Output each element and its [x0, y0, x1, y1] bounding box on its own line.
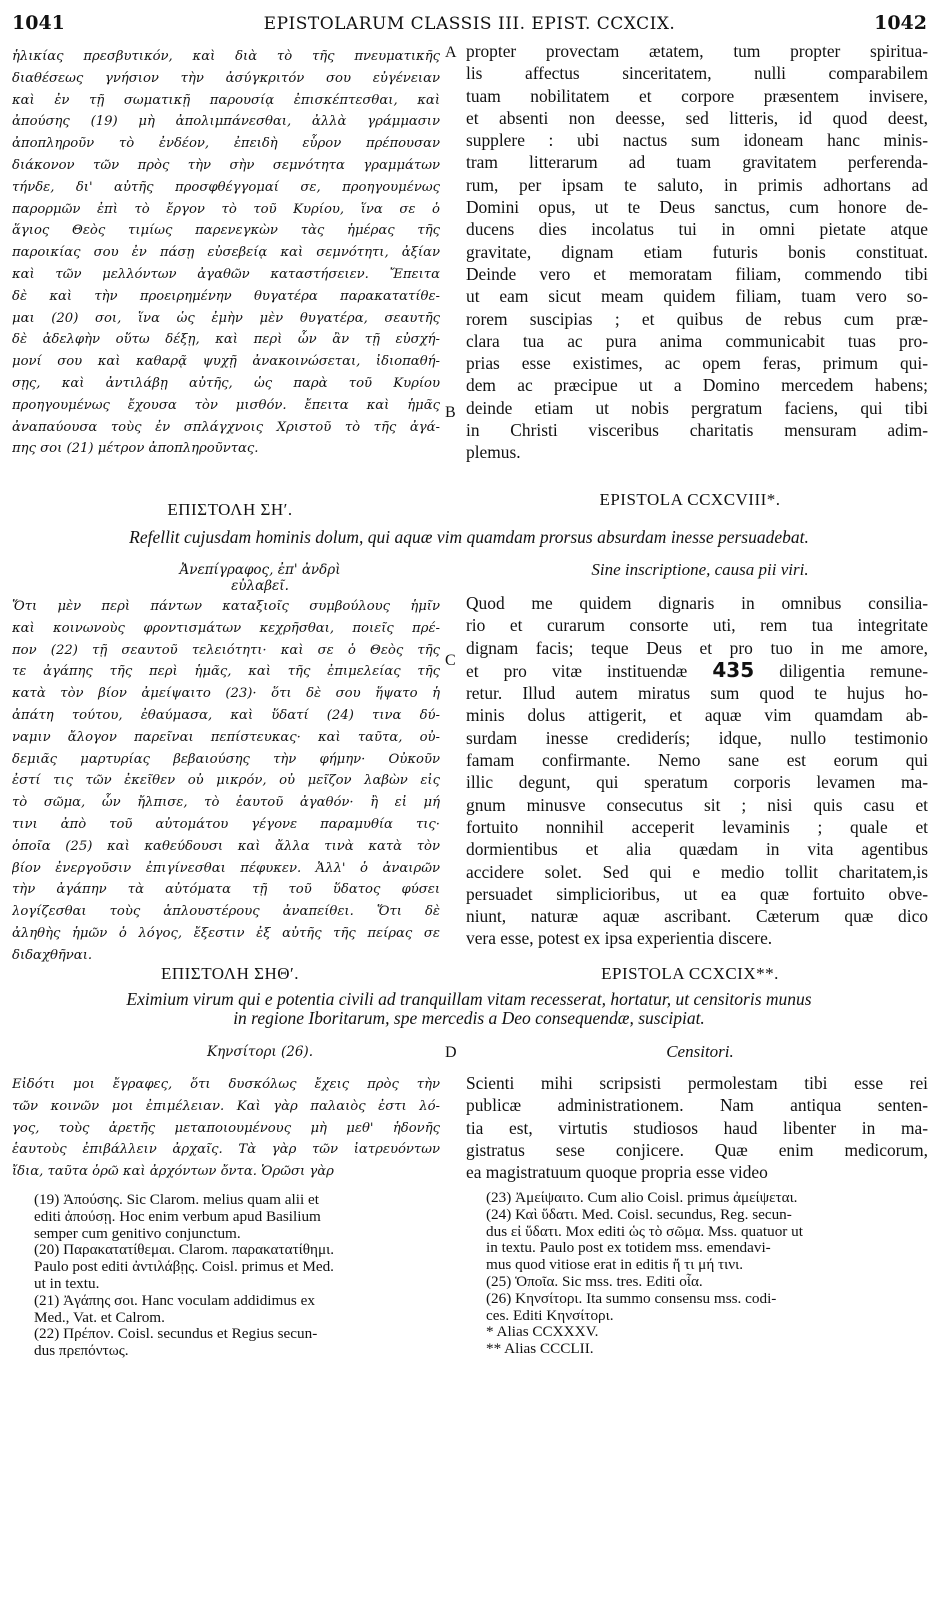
- greek-text-line: Εἰδότι μοι ἔγραφες, ὅτι δυσκόλως ἔχεις πρὸς τὴν: [12, 1077, 440, 1092]
- greek-text-line: τὴν ἀγάπην τὰ αὐτόματα τῇ τοῦ ὕδατος φύσει: [12, 882, 440, 898]
- latin-text-line: minis dolus attigerit, et aquæ vim quamdam ab-: [466, 705, 928, 726]
- greek-text-line: σῃς, καὶ ἀντιλάβῃ αὐτῆς, ὡς παρὰ τοῦ Κυρίου: [12, 375, 440, 391]
- greek-text-line: πης σοι (21) μέτρον ἀποπληροῦντας.: [12, 441, 259, 457]
- greek-text-line: δὲ καὶ τὴν προειρημένην θυγατέρα παρακατατίθε-: [12, 288, 440, 304]
- greek-column-section3: [12, 1074, 440, 1183]
- latin-text-line: in Christi visceribus charitatis mensuram adim-: [466, 420, 928, 441]
- latin-text-line: niunt, naturæ aquæ ascribant. Cæterum quæ dico: [466, 906, 928, 927]
- greek-text-line: ἀποπληροῦν τὸ ἐνδέον, ἐπειδὴ εὗρον πρέπουσαν: [12, 136, 440, 152]
- inline-page-number: 435: [712, 658, 755, 682]
- footnote-line: ces. Editi Κηνσίτορι.: [486, 1306, 614, 1324]
- footnote-line: dus εἰ ὕδατι. Mox editi ὡς τὸ σῶμα. Mss. quatuor ut: [486, 1222, 803, 1240]
- footnote-line: semper cum genitivo conjunctum.: [34, 1224, 241, 1242]
- margin-marker-a: A: [445, 44, 457, 61]
- greek-text-line: καὶ ἐν τῇ σωματικῇ παρουσίᾳ ἐπισκέπτεσθαι, καὶ: [12, 92, 440, 108]
- greek-text-line: γος, τοὺς ἀρετῆς μεταποιουμένους μὴ μεθ' ἡδονῆς: [12, 1120, 440, 1136]
- greek-text-line: προηγουμένως ἔχουσα τὸν μισθόν. ἔπειτα καὶ ἡμᾶς: [12, 397, 440, 413]
- latin-text-line: supplere : ubi nactus sum idoneam hanc minis-: [466, 130, 928, 151]
- greek-text-line: μαι (20) σοι, ἵνα ὡς ἐμὴν μὲν θυγατέρα, σεαυτῆς: [12, 310, 440, 326]
- latin-text-line: retur. Illud autem miratus sum quod te hujus ho-: [466, 683, 928, 704]
- latin-text-line: Domini opus, ut te Deus sanctus, cum honore de-: [466, 197, 928, 218]
- footnote-line: (21) Ἀγάπης σοι. Hanc voculam addidimus ex: [34, 1291, 315, 1309]
- greek-column-section2: [12, 596, 440, 967]
- latin-text-line: prias esse existimes, ac opem feras, primum qui-: [466, 353, 928, 374]
- latin-text-line: lis affectus sinceritatem, nulli comparabilem: [466, 63, 928, 84]
- greek-text-line: διαθέσεως γνήσιον τὴν ἀσύγκριτόν σου εὐγένειαν: [12, 70, 440, 86]
- footnote-line: Paulo post editi ἀντιλάβῃς. Coisl. primus et Med.: [34, 1258, 334, 1276]
- greek-text-line: λογίζεσθαι τοὺς ἁπλουστέρους ἀναπείθει. Ὅτι δὲ: [12, 904, 440, 920]
- epistle-summary: Refellit cujusdam hominis dolum, qui aquæ vim quamdam prorsus absurdam inesse persuadebat.: [129, 527, 809, 547]
- greek-text-line: τῶν κοινῶν μοι ἐπιμέλειαν. Καὶ γὰρ παλαιὸς ἐστι λό-: [12, 1098, 440, 1114]
- latin-text-line: dignam facis; teque Deus et pro tuo in me amore,: [466, 637, 928, 658]
- greek-address: Ἀνεπίγραφος, ἐπ' ἀνδρὶ εὐλαβεῖ.: [179, 562, 341, 594]
- greek-column-section1: [12, 46, 440, 460]
- greek-text-line: πον (22) τῇ σεαυτοῦ τελειότητι· καὶ σε ὁ Θεὸς τῆς: [12, 642, 440, 658]
- footnote-line: ut in textu.: [34, 1274, 100, 1292]
- latin-text-line: illic degunt, qui speratum corporis levamen ma-: [466, 772, 928, 793]
- footnote-line: in textu. Paulo post ex totidem mss. emendavi-: [486, 1239, 771, 1257]
- latin-text-line: ut eam sicut meam quidem filiam, tuam vero so-: [466, 286, 928, 307]
- footnote-line: (23) Ἀμείψαιτο. Cum alio Coisl. primus ἀμείψεται.: [486, 1189, 798, 1206]
- latin-text-line: rorem suscipias ; et quibus de rebus cum præ-: [466, 308, 928, 329]
- greek-address-2: Κηνσίτορι (26).: [206, 1044, 313, 1060]
- greek-text-line: διάκονον τῶν πρὸς τὴν σὴν σεμνότητα γραμμάτων: [12, 157, 440, 173]
- latin-epistle-title: EPISTOLA CCXCVIII*.: [599, 490, 781, 509]
- footnotes-right: [486, 1190, 926, 1358]
- latin-text-line: et absenti non deesse, sed litteris, id quod deest,: [466, 107, 928, 128]
- margin-marker-b: B: [445, 404, 456, 421]
- greek-text-line: καὶ τῶν μελλόντων ἀγαθῶν καταστήσειεν. Ἔπειτα: [12, 266, 440, 282]
- greek-text-line: παρορμῶν ἐπὶ τὸ ἔργον τὸ τοῦ Κυρίου, ἵνα σε ὁ: [12, 201, 440, 217]
- latin-text-line: rio et curarum consorte uti, rem tua integritate: [466, 615, 928, 636]
- greek-text-line: βίον ἐνεργοῦσιν ἐπιγίνεσθαι πέφυκεν. Ἀλλ' ὁ ἀναιρῶν: [12, 860, 440, 876]
- greek-text-line: καὶ κοινωνοὺς φροντισμάτων κεχρῆσθαι, ποιεῖς πρέ-: [12, 620, 440, 636]
- latin-text-line: tuam nobilitatem et corpore præsentem invisere,: [466, 85, 928, 106]
- greek-epistle-title: ΕΠΙΣΤΟΛΗ ΣΗʹ.: [167, 500, 293, 519]
- greek-text-line: Ὅτι μὲν περὶ πάντων καταξιοῖς συμβούλους ἡμῖν: [12, 599, 440, 614]
- footnote-line: (24) Καὶ ὕδατι. Med. Coisl. secundus, Reg. secun-: [486, 1205, 792, 1223]
- greek-text-line: τε ἀγάπης τῆς περὶ ἡμᾶς, καὶ τῆς ἐπιμελείας τῆς: [12, 664, 440, 680]
- greek-text-line: ἡλικίας πρεσβυτικόν, καὶ διὰ τὸ τῆς πνευματικῆς: [12, 49, 440, 64]
- latin-text-line: fortuito nonnihil acceperit levaminis ; quale et: [466, 816, 928, 837]
- greek-text-line: δεμιᾶς μαρτυρίας βεβαιούσης τὴν φήμην· Οὐκοῦν: [12, 751, 440, 767]
- latin-text-line: plemus.: [466, 442, 521, 463]
- page-number-left: 1041: [12, 12, 65, 34]
- footnote-line: editi ἀπούσῃ. Hoc enim verbum apud Basilium: [34, 1207, 321, 1225]
- latin-column-section2: [466, 592, 928, 950]
- latin-text-line: tia est, virtutis studiosos haud libenter in ma-: [466, 1117, 928, 1138]
- latin-text-line: ea magistratuum quoque propria esse video: [466, 1162, 768, 1183]
- footnote-line: (25) Ὁποῖα. Sic mss. tres. Editi οἷα.: [486, 1272, 703, 1290]
- greek-text-line: ἀπούσης (19) μὴ ἀπολιμπάνεσθαι, ἀλλὰ γράμμασιν: [12, 114, 440, 130]
- greek-text-line: μονί σου καὶ καθαρᾷ ψυχῇ ἀνακοινώσεται, ἰδιοπαθή-: [12, 354, 440, 370]
- footnote-line: * Alias CCXXXV.: [486, 1323, 599, 1341]
- page-number-right: 1042: [874, 12, 927, 34]
- latin-text-line: Scienti mihi scripsisti permolestam tibi esse rei: [466, 1073, 928, 1093]
- greek-text-line: παροικίας σου ἐν πάσῃ εὐσεβείᾳ καὶ σεμνότητι, ἀξίαν: [12, 245, 440, 261]
- latin-text-line: deinde etiam ut nobis pergratum faciens, qui tibi: [466, 397, 928, 418]
- footnote-line: ** Alias CCCLII.: [486, 1340, 594, 1358]
- footnote-line: (26) Κηνσίτορι. Ita summo consensu mss. codi-: [486, 1289, 777, 1307]
- latin-text-line: rum, per ipsam te saluto, in primis adhortans ad: [466, 174, 928, 195]
- latin-text-line: propter provectam ætatem, tum propter spiritua-: [466, 41, 928, 61]
- greek-text-line: ἀληθὴς ἡμῶν ὁ λόγος, ἔξεστιν ἐξ αὐτῆς τῆς πείρας σε: [12, 925, 440, 941]
- latin-text-line: Deinde vero et memoratam filiam, commendo tibi: [466, 263, 928, 284]
- epistle-summary-line2: in regione Iboritarum, spe mercedis a Deo consequendæ, suscipiat.: [233, 1008, 705, 1028]
- greek-text-line: ἀπάτη τούτου, ἐθαύμασα, καὶ ὕδατί (24) τινα δύ-: [12, 707, 440, 723]
- greek-text-line: τὸ σῶμα, ὧν ἤλπισε, τὸ ἑαυτοῦ ἀγαθόν· ἢ εἰ μή: [12, 795, 440, 811]
- latin-text-line: Quod me quidem dignaris in omnibus consilia-: [466, 593, 928, 613]
- margin-marker-c: C: [445, 652, 456, 669]
- greek-epistle-title-2: ΕΠΙΣΤΟΛΗ ΣΗΘʹ.: [160, 964, 300, 983]
- running-title: EPISTOLARUM CLASSIS III. EPIST. CCXCIX.: [263, 14, 676, 34]
- footnote-line: (22) Πρέπον. Coisl. secundus et Regius secun-: [34, 1325, 318, 1343]
- footnote-line: mus quod vitiose erat in editis ἤ τι μή τινι.: [486, 1256, 743, 1274]
- greek-text-line: δὲ ἀδελφὴν οὕτω δέξῃ, καὶ περὶ ὧν ἂν τῇ εὐσχή-: [12, 332, 440, 348]
- latin-text-line: clara tua ac pura anima communicabit tuas pro-: [466, 330, 928, 351]
- footnote-line: dus πρεπόντως.: [34, 1342, 129, 1360]
- greek-text-line: τινι ἀπὸ τοῦ αὐτομάτου γέγονε παραμυθία τις·: [12, 816, 440, 832]
- page-header: [0, 12, 939, 38]
- greek-text-line: τήνδε, δι' αὐτῆς προσφθέγγομαί σε, προηγουμένως: [12, 179, 440, 195]
- greek-text-line: διδαχθῆναι.: [12, 947, 93, 963]
- latin-text-line: tram litterarum ad tuam gravitatem perferenda-: [466, 152, 928, 173]
- greek-text-line: ἴδια, ταῦτα ὁρῶ καὶ ἀρχόντων ὄντα. Ὁρῶσι γὰρ: [12, 1164, 334, 1180]
- latin-address-2: Censitori.: [666, 1042, 734, 1061]
- latin-text-line: et pro vitæ instituendæ 435 diligentia remune-: [466, 658, 928, 682]
- latin-text-line: famam confirmante. Nemo sane est eorum qui: [466, 750, 928, 771]
- latin-text-line: gnum minusve consecutus sit ; nisi quis casu et: [466, 794, 928, 815]
- epistle-summary-line1: Eximium virum qui e potentia civili ad tranquillam vitam recesserat, hortatur, ut censitoris munus: [126, 989, 812, 1009]
- greek-text-line: κατὰ τὸν βίον ἀμείψαιτο (23)· ὅτι δὲ σου ἥψατο ἡ: [12, 686, 440, 702]
- greek-text-line: ἑαυτοὺς ἐπιβάλλειν ἀρχαῖς. Τὰ γὰρ τῶν ἰατρευόντων: [12, 1142, 440, 1158]
- latin-epistle-title-2: EPISTOLA CCXCIX**.: [601, 964, 779, 983]
- latin-text-line: vera esse, potest ex ipsa experientia discere.: [466, 928, 773, 949]
- latin-text-line: publicæ administrationem. Nam antiqua senten-: [466, 1095, 928, 1116]
- margin-marker-d: D: [445, 1044, 457, 1061]
- latin-text-line: dem ac præcipue ut a Domino mercedem habens;: [466, 375, 928, 396]
- greek-text-line: ἐστί τις τῶν ἐκεῖθεν οὐ μικρόν, οὐ μεῖζον λαβὼν εἰς: [12, 773, 440, 789]
- latin-text-line: surdam inesse crediderís; idque, nullo testimonio: [466, 727, 928, 748]
- latin-text-line: gravitate, dignam etiam futuris bonis constituat.: [466, 241, 928, 262]
- latin-text-line: persuadet simplicioribus, ut ea quæ fortuito obve-: [466, 883, 928, 904]
- latin-column-section1: [466, 40, 928, 464]
- greek-text-line: ὁποῖα (25) καὶ καθεύδουσι καὶ ἄλλα τινὰ κατὰ τὸν: [12, 838, 440, 854]
- footnote-line: (19) Ἀπούσης. Sic Clarom. melius quam alii et: [34, 1191, 319, 1208]
- latin-column-section3: [466, 1072, 928, 1183]
- latin-text-line: accidere solet. Sed qui e medio tollit charitatem,is: [466, 861, 928, 882]
- latin-text-line: ducens dies incolatus tui in omni pietate atque: [466, 219, 928, 240]
- greek-text-line: ἀναπαύουσα τοὺς ἐν σπλάγχνοις Χριστοῦ τὸ τῆς ἀγά-: [12, 419, 440, 435]
- footnote-line: (20) Παρακατατίθεμαι. Clarom. παρακατατίθημι.: [34, 1241, 334, 1259]
- latin-text-line: dormientibus et alia quædam in vita agentibus: [466, 839, 928, 860]
- latin-address: Sine inscriptione, causa pii viri.: [591, 560, 809, 579]
- greek-text-line: ναμιν ἄλογον παρεῖναι πεπίστευκας· καὶ ταῦτα, οὐ-: [12, 729, 440, 745]
- latin-text-line: gistratus sese conjicere. Quæ enim medicorum,: [466, 1139, 928, 1160]
- greek-text-line: ἅγιος Θεὸς τιμίως παρενεγκὼν τὰς ἡμέρας τῆς: [12, 223, 440, 239]
- footnote-line: Med., Vat. et Calrom.: [34, 1308, 165, 1326]
- footnotes-left: [34, 1192, 454, 1360]
